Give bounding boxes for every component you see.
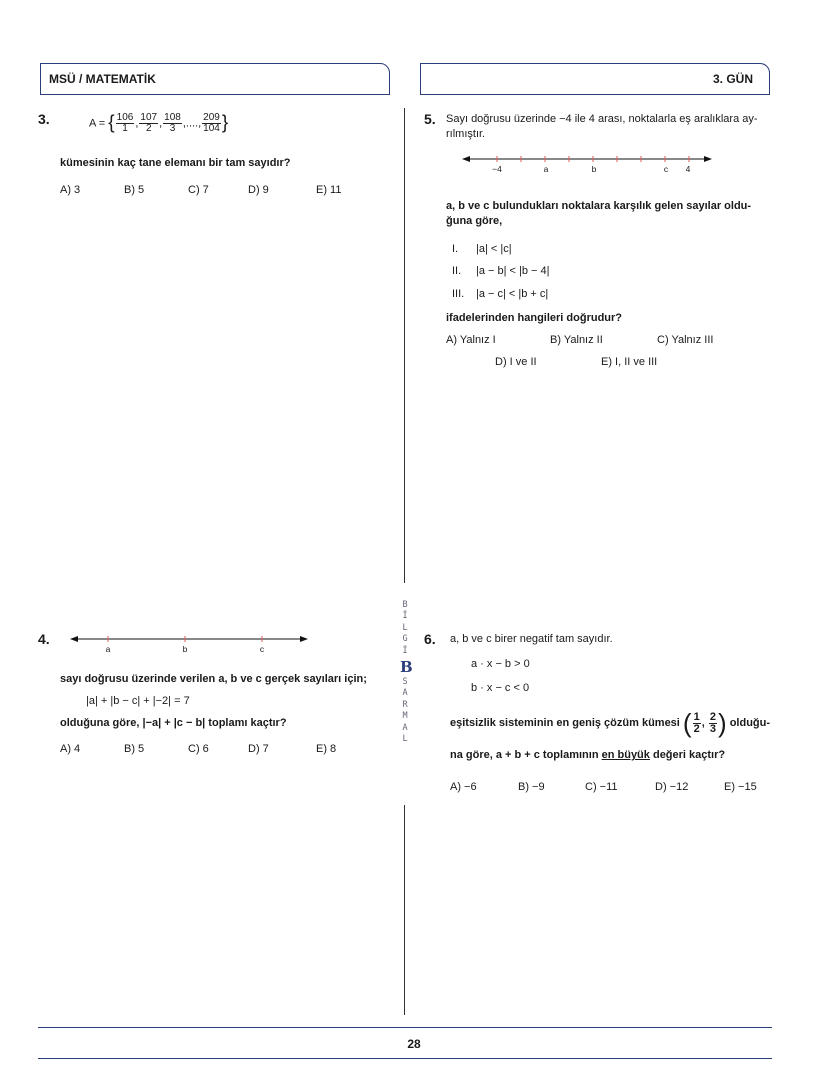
brand-letter-6: S: [402, 677, 408, 688]
close-paren: ): [717, 708, 727, 739]
q4-right-arrow-icon: [300, 636, 308, 642]
q6-option-a[interactable]: A) −6: [450, 781, 477, 793]
q4-label-c: c: [259, 644, 265, 654]
q5-option-d[interactable]: D) I ve II: [495, 356, 537, 368]
q4-option-d[interactable]: D) 7: [248, 743, 269, 755]
brand-letter-3: L: [402, 622, 408, 633]
question-6-text-2: [450, 748, 725, 763]
q5-number-line: [462, 150, 712, 178]
q6-option-c[interactable]: C) −11: [585, 781, 618, 793]
q5-label-b: b: [591, 164, 597, 174]
question-3-text: kümesinin kaç tane elemanı bir tam sayıdır?: [60, 157, 291, 169]
question-4-equation: |a| + |b − c| + |−2| = 7: [86, 695, 190, 707]
set-prefix: A =: [89, 117, 106, 130]
subject-header: [40, 63, 390, 95]
question-5-intro-1: Sayı doğrusu üzerinde −4 ile 4 arası, noktalarla eş aralıklara ay-: [446, 113, 758, 125]
q3-option-a[interactable]: A) 3: [60, 184, 81, 196]
q5-right-arrow-icon: [704, 156, 712, 162]
q4-option-e[interactable]: E) 8: [316, 743, 337, 755]
brand-letter-5: İ: [402, 645, 408, 656]
statement-3-roman: III.: [452, 288, 465, 300]
open-paren: (: [682, 708, 692, 739]
fraction-4: $\frac{209}{104}$: [203, 112, 220, 134]
subject-title: MSÜ / MATEMATİK: [49, 72, 156, 86]
q5-label-minus4: −4: [492, 164, 502, 174]
brand-letter-11: L: [402, 734, 408, 745]
column-divider-bottom: [404, 805, 405, 1015]
q3-option-e[interactable]: E) 11: [316, 184, 342, 196]
footer-line-bottom: [38, 1058, 772, 1059]
question-4-number: 4.: [38, 631, 50, 647]
q5-label-c: c: [663, 164, 669, 174]
question-5-number: 5.: [424, 111, 436, 127]
statement-3-text: |a − c| < |b + c|: [476, 288, 549, 300]
question-4-text-1: sayı doğrusu üzerinde verilen a, b ve c gerçek sayıları için;: [60, 673, 367, 685]
brand-letter-8: R: [402, 699, 408, 710]
q5-label-a: a: [543, 164, 549, 174]
brand-letter-4: G: [402, 634, 408, 645]
question-3-number: 3.: [38, 111, 50, 127]
q4-option-c[interactable]: C) 6: [188, 743, 209, 755]
q6-text-pre: eşitsizlik sisteminin en geniş çözüm kümesi: [450, 717, 680, 729]
q4-label-b: b: [182, 644, 188, 654]
statement-2-roman: II.: [452, 265, 462, 277]
brand-logo-icon: B: [400, 658, 413, 677]
q6-option-e[interactable]: E) −15: [724, 781, 757, 793]
page-number: 28: [407, 1037, 421, 1051]
interval-start: $\frac{1}{2}$: [693, 710, 700, 735]
brand-letter-1: B: [402, 600, 408, 610]
brand-letter-7: A: [402, 688, 408, 699]
day-header: [420, 63, 770, 95]
statement-1-text: |a| < |c|: [476, 243, 512, 255]
inequality-2: b · x − c < 0: [471, 682, 530, 694]
footer-line-top: [38, 1027, 772, 1028]
brand-letter-10: A: [402, 722, 408, 733]
q3-option-c[interactable]: C) 7: [188, 184, 209, 196]
q5-option-b[interactable]: B) Yalnız II: [550, 334, 603, 346]
question-6-intro: a, b ve c birer negatif tam sayıdır.: [450, 633, 613, 645]
question-5-intro-2: rılmıştır.: [446, 128, 486, 140]
question-5-text-2: ğuna göre,: [446, 215, 503, 227]
q5-option-a[interactable]: A) Yalnız I: [446, 334, 496, 346]
question-4-text-2: olduğuna göre, |−a| + |c − b| toplamı kaçtır?: [60, 717, 287, 729]
ellipsis: ....,: [185, 117, 202, 130]
statement-1-roman: I.: [452, 243, 459, 255]
right-brace: }: [221, 112, 229, 134]
q3-option-d[interactable]: D) 9: [248, 184, 269, 196]
question-6-text-1: eşitsizlik sisteminin en geniş çözüm kümesi ( $\frac{1}{2}$ , $\frac{2}{3}$ ) olduğu-: [450, 708, 771, 739]
interval-end: $\frac{2}{3}$: [709, 710, 716, 735]
q6-option-d[interactable]: D) −12: [655, 781, 689, 793]
fraction-2: $\frac{107}{2}$: [140, 112, 158, 134]
q4-number-line: [70, 632, 308, 656]
q4-option-a[interactable]: A) 4: [60, 743, 81, 755]
statement-2-text: |a − b| < |b − 4|: [476, 265, 550, 277]
q6-option-b[interactable]: B) −9: [518, 781, 545, 793]
q5-option-c[interactable]: C) Yalnız III: [657, 334, 714, 346]
q4-label-a: a: [105, 644, 111, 654]
q6-underlined-phrase: en büyük: [601, 749, 650, 761]
q5-label-4: 4: [685, 164, 691, 174]
brand-letter-9: M: [402, 711, 408, 722]
column-divider-top: [404, 108, 405, 583]
brand-vertical: [400, 600, 413, 745]
question-5-text-3: ifadelerinden hangileri doğrudur?: [446, 312, 623, 324]
q3-option-b[interactable]: B) 5: [124, 184, 145, 196]
question-3-set: A = { $\frac{106}{1}$ , $\frac{107}{2}$ , $\frac{108}{3}$ ,...., $\frac{209}{104}$ }: [89, 112, 229, 134]
fraction-3: $\frac{108}{3}$: [164, 112, 181, 134]
fraction-1: $\frac{106}{1}$: [116, 112, 134, 134]
q6-text2-pre: na göre, a + b + c toplamının: [450, 749, 599, 761]
question-6-number: 6.: [424, 631, 436, 647]
q4-left-arrow-icon: [70, 636, 78, 642]
left-brace: {: [108, 112, 115, 134]
day-title: 3. GÜN: [712, 72, 753, 86]
q6-text-post: olduğu-: [729, 717, 771, 729]
brand-letter-2: İ: [402, 611, 408, 622]
inequality-1: a · x − b > 0: [471, 658, 530, 670]
q6-text2-post: değeri kaçtır?: [652, 749, 726, 761]
q5-left-arrow-icon: [462, 156, 470, 162]
q4-option-b[interactable]: B) 5: [124, 743, 145, 755]
question-5-text-1: a, b ve c bulundukları noktalara karşılık gelen sayılar oldu-: [446, 200, 752, 212]
q5-option-e[interactable]: E) I, II ve III: [601, 356, 658, 368]
